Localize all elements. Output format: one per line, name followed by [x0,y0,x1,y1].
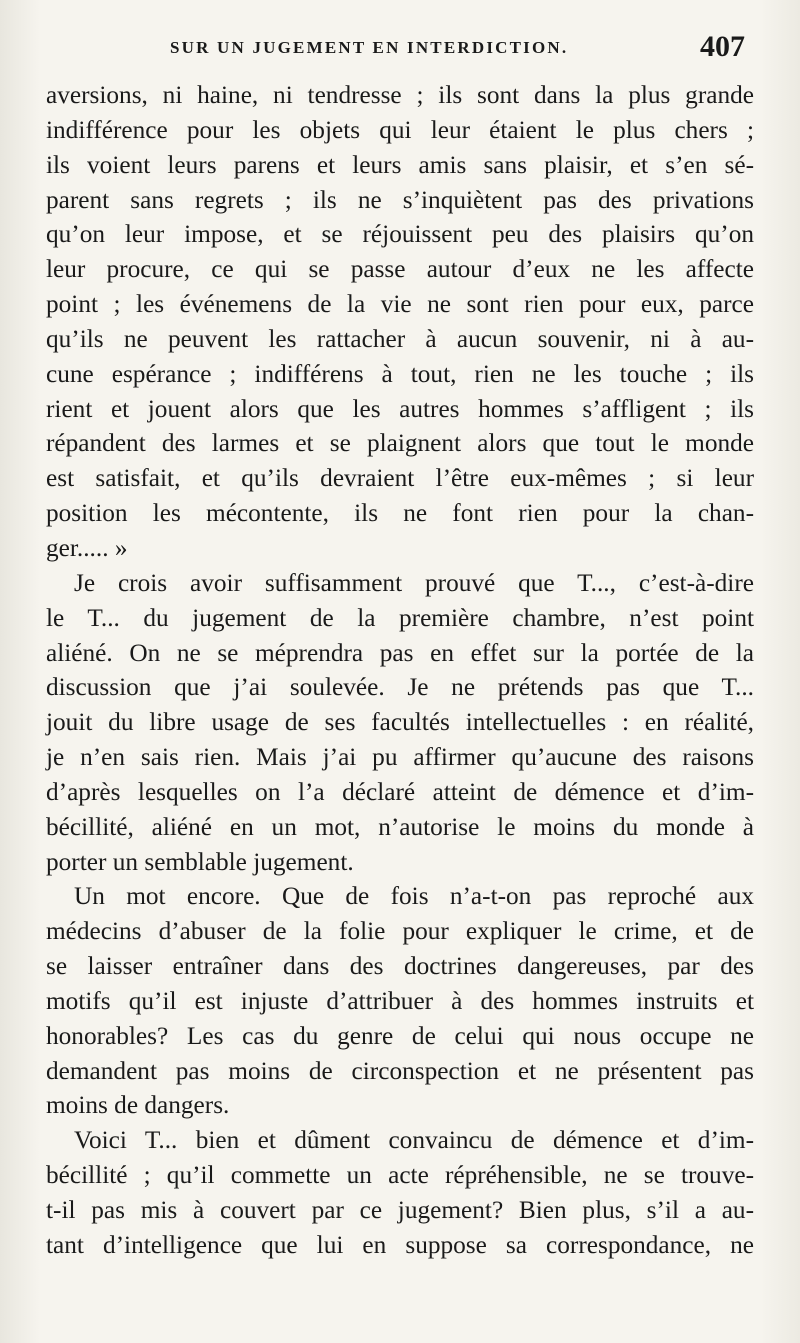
text-line: rient et jouent alors que les autres hommes s’affligent ; ils [46,394,754,423]
text-line: qu’ils ne peuvent les rattacher à aucun souvenir, ni à au- [46,324,754,353]
text-line: est satisfait, et qu’ils devraient l’être eux-mêmes ; si leur [46,464,754,493]
text-line: discussion que j’ai soulevée. Je ne prétends pas que T... [46,673,754,702]
text-line: position les mécontente, ils ne font rien pour la chan- [46,499,754,528]
text-line: répandent des larmes et se plaignent alors que tout le monde [46,429,754,458]
text-line: motifs qu’il est injuste d’attribuer à des hommes instruits et [46,986,754,1015]
text-line: moins de dangers. [46,1091,230,1120]
text-line: ger..... » [46,533,128,562]
text-line: honorables? Les cas du genre de celui qui nous occupe ne [46,1021,754,1050]
text-line: bécillité ; qu’il commette un acte répréhensible, ne se trouve- [46,1161,754,1190]
running-head: SUR UN JUGEMENT EN INTERDICTION. [170,38,569,57]
text-line: Je crois avoir suffisamment prouvé que T..., c’est-à-dire [74,568,754,597]
text-line: porter un semblable jugement. [46,847,354,876]
page-number: 407 [700,30,745,63]
text-line: t-il pas mis à couvert par ce jugement? Bien plus, s’il a au- [46,1196,754,1224]
text-line: parent sans regrets ; ils ne s’inquiètent pas des privations [46,185,754,214]
text-line: le T... du jugement de la première chambre, n’est point [46,603,754,632]
text-line: d’après lesquelles on l’a déclaré atteint de démence et d’im- [46,777,754,806]
text-line: je n’en sais rien. Mais j’ai pu affirmer qu’aucune des raisons [46,743,754,772]
text-line: se laisser entraîner dans des doctrines dangereuses, par des [46,952,754,981]
text-line: Voici T... bien et dûment convaincu de démence et d’im- [74,1126,754,1155]
text-line: médecins d’abuser de la folie pour expliquer le crime, et de [46,917,754,946]
text-line: qu’on leur impose, et se réjouissent peu des plaisirs qu’on [46,220,754,249]
text-line: demandent pas moins de circonspection et ne présentent pas [46,1056,754,1085]
text-line: leur procure, ce qui se passe autour d’eux ne les affecte [46,255,754,284]
text-line: indifférence pour les objets qui leur étaient le plus chers ; [46,115,754,144]
body-text [46,78,754,1263]
text-line: cune espérance ; indifférens à tout, rien ne les touche ; ils [46,359,754,388]
page-header [0,30,800,70]
text-line: jouit du libre usage de ses facultés intellectuelles : en réalité, [46,708,754,737]
text-line: bécillité, aliéné en un mot, n’autorise le moins du monde à [46,812,754,841]
text-line: Un mot encore. Que de fois n’a-t-on pas reproché aux [74,882,754,911]
text-line: point ; les événemens de la vie ne sont rien pour eux, parce [46,290,754,319]
text-line: aliéné. On ne se méprendra pas en effet sur la portée de la [46,638,754,667]
text-line: aversions, ni haine, ni tendresse ; ils sont dans la plus grande [46,81,754,109]
text-line: ils voient leurs parens et leurs amis sans plaisir, et s’en sé- [46,150,754,179]
text-line: tant d’intelligence que lui en suppose sa correspondance, ne [46,1230,754,1259]
